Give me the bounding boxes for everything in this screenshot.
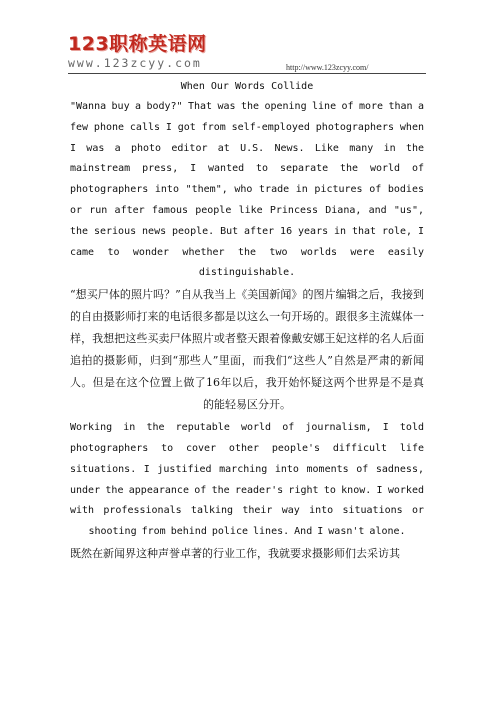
- paragraph-2-english: Working in the reputable world of journalism, I told photographers to cover other people's difficult life situations. I justified marching into moments of sadness, under the appearance of the reader's right to know. I worked with professionals talking their way into situations or shooting from behind police lines. And I wasn't alone.: [70, 422, 424, 538]
- paragraph-2-chinese: 既然在新闻界这种声誉卓著的行业工作，我就要求摄影师们去采访其: [70, 546, 400, 560]
- header-divider: [68, 73, 426, 74]
- paragraph-1-chinese: “想买尸体的照片吗？”自从我当上《美国新闻》的图片编辑之后，我接到的自由摄影师打来的电话很多都是以这么一句开场的。跟很多主流媒体一样，我想把这些买卖尸体照片或者整天跟着像戴安娜王妃这样的名人后面追拍的摄影师，归到“那些人”里面，而我们“这些人”自然是严肃的新闻人。但是在这个位置上做了16年以后，我开始怀疑这两个世界是不是真的能轻易区分开。: [70, 288, 424, 412]
- paragraph-1-english: "Wanna buy a body?" That was the opening line of more than a few phone calls I got from self-employed photographers when I was a photo editor at U.S. News. Like many in the mainstream press, I wanted to separate the world of photographers into "them", who trade in pictures of bodies or run after famous people like Princess Diana, and "us", the serious news people. But after 16 years in that role, I came to wonder whether the two worlds were easily distinguishable.: [70, 101, 424, 279]
- article-body: [70, 77, 424, 565]
- logo-url-text: www.123zcyy.com: [68, 56, 202, 70]
- site-logo[interactable]: [68, 34, 218, 74]
- logo-chinese-text: 123职称英语网: [68, 33, 207, 55]
- header-url-link[interactable]: http://www.123zcyy.com/: [286, 63, 369, 72]
- article-title: When Our Words Collide: [180, 81, 314, 92]
